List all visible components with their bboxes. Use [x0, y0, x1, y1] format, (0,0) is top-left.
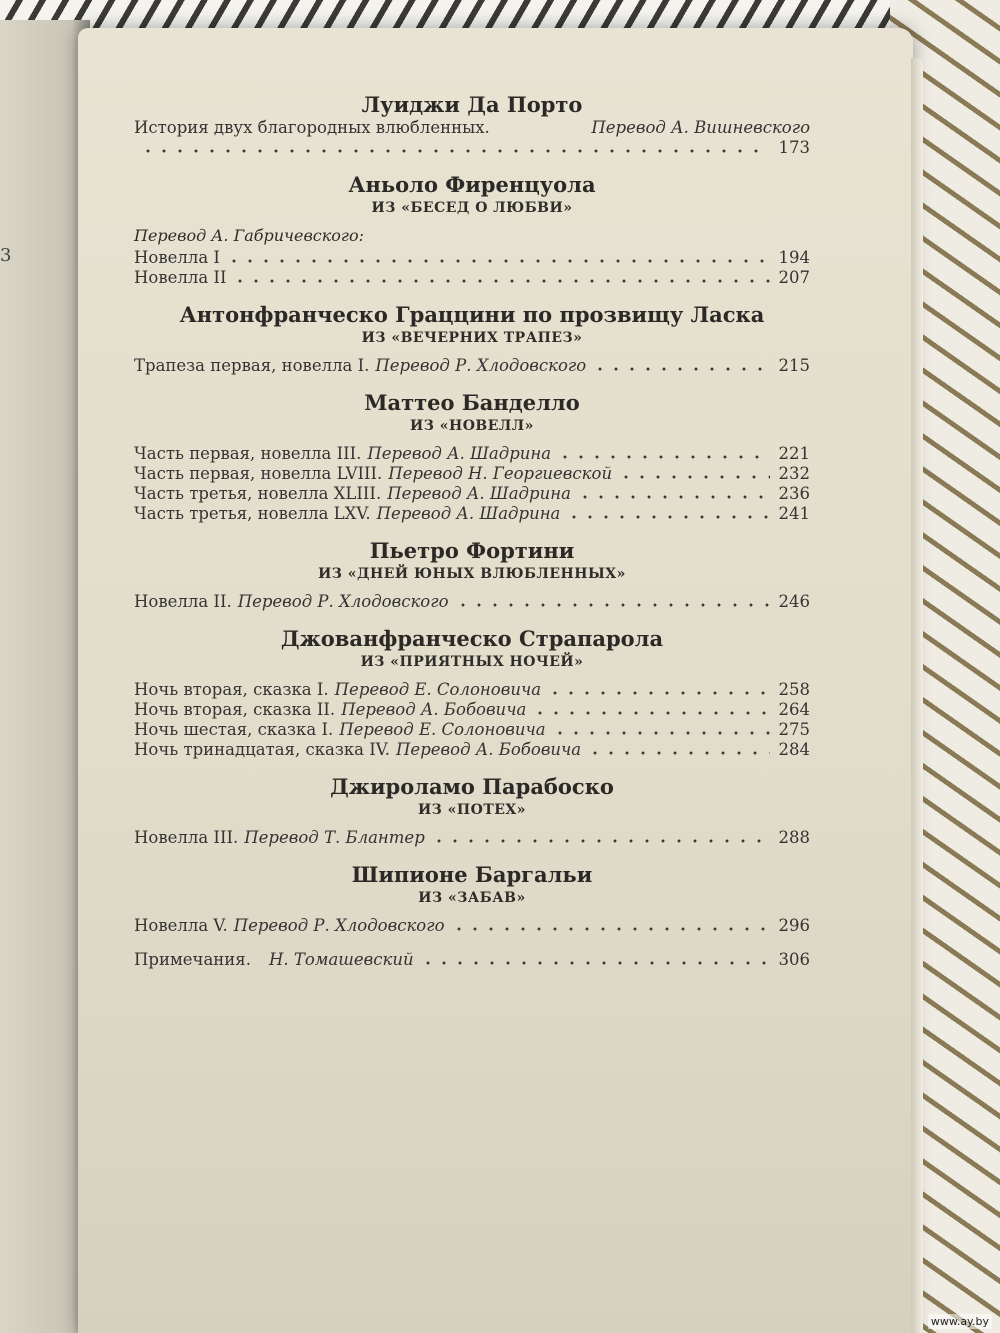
entry-title: Новелла I [134, 248, 220, 267]
source-heading: ИЗ «ПОТЕХ» [417, 802, 527, 818]
entry-title: Новелла V. [134, 916, 228, 935]
toc-entry [134, 916, 810, 936]
entry-page: 194 [778, 248, 810, 267]
toc-entry [134, 356, 810, 376]
source-heading: ИЗ «ДНЕЙ ЮНЫХ ВЛЮБЛЕННЫХ» [318, 566, 626, 582]
toc-entry [134, 118, 810, 158]
dot-leader [557, 455, 770, 459]
entry-title: Примечания. [134, 950, 251, 969]
author-heading: Маттео Банделло [364, 390, 580, 415]
entry-page: 288 [778, 828, 810, 847]
entry-page: 173 [778, 138, 810, 157]
source-heading: ИЗ «НОВЕЛЛ» [410, 418, 534, 434]
entry-page: 207 [778, 268, 810, 287]
entry-translator: Перевод Е. Солоновича [339, 720, 546, 739]
dot-leader [140, 149, 770, 153]
entry-title: История двух благородных влюбленных. [134, 118, 490, 137]
toc-section-fortini [134, 538, 810, 612]
entry-title: Часть третья, новелла XLIII. [134, 484, 382, 503]
toc-entry [134, 680, 810, 700]
dot-leader [420, 961, 770, 965]
entry-translator: Перевод А. Шадрина [367, 444, 552, 463]
author-heading: Антонфранческо Граццини по прозвищу Ласка [179, 302, 765, 327]
entry-translator: Перевод А. Вишневского [591, 118, 810, 137]
dot-leader [552, 731, 770, 735]
dot-leader [232, 279, 770, 283]
toc-entry [134, 444, 810, 464]
entry-title: Трапеза первая, новелла I. [134, 356, 370, 375]
toc-entry [134, 720, 810, 740]
translator-note: Перевод А. Габричевского: [134, 226, 365, 245]
entry-title: Ночь вторая, сказка I. [134, 680, 329, 699]
dot-leader [566, 515, 770, 519]
author-heading: Луиджи Да Порто [361, 92, 583, 117]
entry-page: 258 [778, 680, 810, 699]
entry-translator: Перевод Т. Блантер [244, 828, 425, 847]
toc-entry [134, 950, 810, 970]
entry-page: 241 [778, 504, 810, 523]
author-heading: Шипионе Баргальи [351, 862, 593, 887]
entry-page: 232 [778, 464, 810, 483]
entry-title: Новелла II [134, 268, 227, 287]
entry-page: 306 [778, 950, 810, 969]
entry-translator: Н. Томашевский [268, 950, 414, 969]
author-heading: Джироламо Парабоско [330, 774, 614, 799]
toc-entry [134, 464, 810, 484]
dot-leader [547, 691, 770, 695]
dot-leader [455, 603, 771, 607]
toc-entry [134, 592, 810, 612]
entry-page: 264 [778, 700, 810, 719]
dot-leader [577, 495, 770, 499]
entry-title: Новелла II. [134, 592, 232, 611]
book-page [78, 28, 913, 1333]
dot-leader [587, 751, 770, 755]
toc-entry [134, 828, 810, 848]
toc-section-bargagli [134, 862, 810, 936]
toc-section-notes [134, 950, 810, 970]
entry-page: 296 [778, 916, 810, 935]
entry-translator: Перевод Р. Хлодовского [237, 592, 449, 611]
toc-entry [134, 248, 810, 268]
entry-translator: Перевод Е. Солоновича [334, 680, 542, 699]
source-heading: ИЗ «ЗАБАВ» [418, 890, 526, 906]
page-edge [911, 58, 923, 1333]
toc-entry [134, 504, 810, 524]
left-page-fragment: 3 [0, 245, 12, 266]
entry-title: Новелла III. [134, 828, 239, 847]
author-heading: Пьетро Фортини [369, 538, 575, 563]
toc-entry [134, 700, 810, 720]
entry-title: Ночь тринадцатая, сказка IV. [134, 740, 391, 759]
toc-section-firenzuola [134, 172, 810, 288]
source-heading: ИЗ «БЕСЕД О ЛЮБВИ» [371, 200, 573, 216]
dot-leader [532, 711, 770, 715]
left-book-page [0, 20, 90, 1333]
entry-translator: Перевод А. Бобовича [341, 700, 527, 719]
entry-translator: Перевод А. Шадрина [376, 504, 561, 523]
entry-translator: Перевод Н. Георгиевской [388, 464, 613, 483]
source-heading: ИЗ «ВЕЧЕРНИХ ТРАПЕЗ» [361, 330, 583, 346]
table-of-contents [134, 92, 810, 984]
toc-section-parabosco [134, 774, 810, 848]
entry-translator: Перевод А. Шадрина [387, 484, 571, 503]
entry-page: 275 [778, 720, 810, 739]
dot-leader [592, 367, 770, 371]
entry-translator: Перевод А. Бобовича [396, 740, 582, 759]
entry-translator: Перевод Р. Хлодовского [375, 356, 587, 375]
dot-leader [226, 259, 770, 263]
entry-page: 284 [778, 740, 810, 759]
toc-section-da-porto [134, 92, 810, 158]
toc-section-bandello [134, 390, 810, 524]
entry-title: Ночь вторая, сказка II. [134, 700, 336, 719]
dot-leader [618, 475, 770, 479]
author-heading: Джованфранческо Страпарола [280, 626, 664, 651]
entry-title: Часть третья, новелла LXV. [134, 504, 371, 523]
watermark: www.ay.by [928, 1314, 992, 1329]
toc-entry [134, 268, 810, 288]
entry-title: Ночь шестая, сказка I. [134, 720, 334, 739]
toc-section-straparola [134, 626, 810, 760]
source-heading: ИЗ «ПРИЯТНЫХ НОЧЕЙ» [360, 654, 584, 670]
entry-title: Часть первая, новелла III. [134, 444, 362, 463]
entry-page: 246 [778, 592, 810, 611]
toc-section-grazzini [134, 302, 810, 376]
author-heading: Аньоло Фиренцуола [348, 172, 596, 197]
toc-entry [134, 484, 810, 504]
dot-leader [451, 927, 771, 931]
entry-page: 236 [778, 484, 810, 503]
entry-page: 221 [778, 444, 810, 463]
entry-title: Часть первая, новелла LVIII. [134, 464, 383, 483]
dot-leader [431, 839, 770, 843]
entry-translator: Перевод Р. Хлодовского [233, 916, 445, 935]
toc-entry [134, 740, 810, 760]
entry-page: 215 [778, 356, 810, 375]
